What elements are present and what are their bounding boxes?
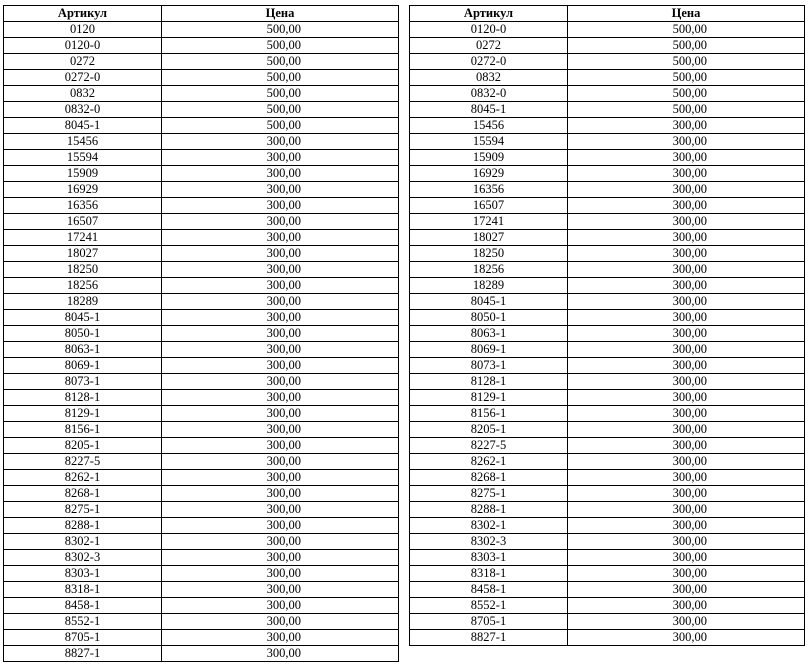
- price-cell: 500,00: [568, 86, 805, 102]
- table-row: [4, 614, 399, 630]
- price-cell: 300,00: [568, 198, 805, 214]
- article-cell: 8458-1: [4, 598, 162, 614]
- article-cell: 8063-1: [410, 326, 568, 342]
- table-row: [4, 134, 399, 150]
- article-cell: 8268-1: [410, 470, 568, 486]
- article-column-header: Артикул: [4, 6, 162, 22]
- article-cell: 18027: [410, 230, 568, 246]
- price-cell: 300,00: [568, 134, 805, 150]
- article-cell: 16507: [410, 198, 568, 214]
- article-cell: 8303-1: [4, 566, 162, 582]
- article-cell: 16356: [410, 182, 568, 198]
- article-cell: 8128-1: [4, 390, 162, 406]
- article-cell: 8303-1: [410, 550, 568, 566]
- article-cell: 8069-1: [4, 358, 162, 374]
- table-row: [410, 118, 805, 134]
- price-cell: 300,00: [568, 166, 805, 182]
- price-cell: 300,00: [568, 294, 805, 310]
- table-row: [4, 374, 399, 390]
- price-cell: 300,00: [568, 374, 805, 390]
- price-cell: 300,00: [568, 358, 805, 374]
- price-cell: 300,00: [162, 518, 399, 534]
- article-cell: 8156-1: [4, 422, 162, 438]
- table-row: [4, 646, 399, 662]
- table-row: [4, 294, 399, 310]
- price-cell: 300,00: [162, 214, 399, 230]
- table-row: [4, 342, 399, 358]
- table-row: [410, 598, 805, 614]
- article-cell: 8128-1: [410, 374, 568, 390]
- article-cell: 16929: [410, 166, 568, 182]
- price-cell: 300,00: [162, 438, 399, 454]
- table-row: [410, 278, 805, 294]
- table-row: [410, 70, 805, 86]
- article-cell: 17241: [4, 230, 162, 246]
- article-cell: 8063-1: [4, 342, 162, 358]
- table-row: [410, 518, 805, 534]
- price-cell: 300,00: [162, 358, 399, 374]
- table-row: [4, 454, 399, 470]
- table-row: [4, 150, 399, 166]
- article-cell: 18250: [410, 246, 568, 262]
- article-cell: 16356: [4, 198, 162, 214]
- table-row: [410, 374, 805, 390]
- price-cell: 300,00: [162, 598, 399, 614]
- table-row: [410, 294, 805, 310]
- article-cell: 15594: [4, 150, 162, 166]
- price-cell: 300,00: [568, 534, 805, 550]
- price-cell: 300,00: [568, 566, 805, 582]
- table-row: [410, 486, 805, 502]
- article-cell: 8045-1: [410, 102, 568, 118]
- price-cell: 300,00: [568, 486, 805, 502]
- article-cell: 8275-1: [4, 502, 162, 518]
- price-cell: 300,00: [162, 134, 399, 150]
- article-cell: 15594: [410, 134, 568, 150]
- table-row: [4, 630, 399, 646]
- price-cell: 300,00: [162, 566, 399, 582]
- table-row: [4, 214, 399, 230]
- price-cell: 300,00: [568, 230, 805, 246]
- table-row: [410, 470, 805, 486]
- price-cell: 300,00: [162, 390, 399, 406]
- table-row: [4, 422, 399, 438]
- table-row: [410, 166, 805, 182]
- table-row: [4, 502, 399, 518]
- article-cell: 8288-1: [4, 518, 162, 534]
- table-row: [4, 246, 399, 262]
- article-cell: 8073-1: [410, 358, 568, 374]
- article-cell: 16507: [4, 214, 162, 230]
- price-table-right: [409, 5, 805, 646]
- price-cell: 500,00: [568, 70, 805, 86]
- table-row: [410, 630, 805, 646]
- price-cell: 500,00: [162, 70, 399, 86]
- article-cell: 18256: [4, 278, 162, 294]
- table-row: [410, 150, 805, 166]
- table-row: [410, 550, 805, 566]
- price-cell: 300,00: [568, 630, 805, 646]
- article-cell: 17241: [410, 214, 568, 230]
- table-row: [410, 38, 805, 54]
- article-cell: 8045-1: [4, 118, 162, 134]
- table-row: [410, 566, 805, 582]
- price-cell: 300,00: [162, 646, 399, 662]
- price-cell: 500,00: [568, 38, 805, 54]
- article-cell: 0832: [4, 86, 162, 102]
- price-cell: 300,00: [568, 582, 805, 598]
- price-table-left: [3, 5, 399, 662]
- price-cell: 300,00: [568, 278, 805, 294]
- price-cell: 500,00: [162, 38, 399, 54]
- table-row: [4, 22, 399, 38]
- article-cell: 8318-1: [4, 582, 162, 598]
- table-row: [4, 166, 399, 182]
- price-cell: 300,00: [568, 326, 805, 342]
- table-row: [410, 102, 805, 118]
- table-row: [4, 86, 399, 102]
- article-cell: 8227-5: [410, 438, 568, 454]
- article-cell: 18289: [4, 294, 162, 310]
- price-column-header: Цена: [162, 6, 399, 22]
- table-row: [4, 262, 399, 278]
- table-row: [4, 438, 399, 454]
- price-cell: 300,00: [568, 438, 805, 454]
- table-row: [410, 422, 805, 438]
- article-cell: 8302-1: [4, 534, 162, 550]
- price-cell: 500,00: [162, 102, 399, 118]
- article-cell: 8705-1: [4, 630, 162, 646]
- price-cell: 300,00: [162, 310, 399, 326]
- article-cell: 0120-0: [4, 38, 162, 54]
- article-cell: 8045-1: [410, 294, 568, 310]
- price-cell: 300,00: [162, 342, 399, 358]
- table-row: [410, 438, 805, 454]
- price-cell: 300,00: [568, 182, 805, 198]
- article-cell: 18250: [4, 262, 162, 278]
- table-row: [4, 54, 399, 70]
- article-cell: 8073-1: [4, 374, 162, 390]
- table-row: [4, 310, 399, 326]
- table-row: [410, 326, 805, 342]
- article-cell: 8227-5: [4, 454, 162, 470]
- article-cell: 8205-1: [410, 422, 568, 438]
- table-row: [410, 54, 805, 70]
- table-row: [4, 582, 399, 598]
- table-row: [410, 22, 805, 38]
- price-cell: 500,00: [162, 22, 399, 38]
- article-cell: 0272: [410, 38, 568, 54]
- price-cell: 300,00: [568, 246, 805, 262]
- price-cell: 500,00: [568, 54, 805, 70]
- price-cell: 300,00: [162, 326, 399, 342]
- price-cell: 300,00: [162, 406, 399, 422]
- table-row: [4, 518, 399, 534]
- table-row: [4, 38, 399, 54]
- price-cell: 500,00: [568, 102, 805, 118]
- price-cell: 300,00: [568, 214, 805, 230]
- price-cell: 300,00: [568, 150, 805, 166]
- article-cell: 15456: [410, 118, 568, 134]
- price-cell: 300,00: [568, 470, 805, 486]
- table-row: [410, 262, 805, 278]
- price-cell: 300,00: [162, 486, 399, 502]
- price-cell: 300,00: [568, 390, 805, 406]
- article-cell: 8050-1: [4, 326, 162, 342]
- article-cell: 16929: [4, 182, 162, 198]
- article-cell: 8302-1: [410, 518, 568, 534]
- article-cell: 8302-3: [410, 534, 568, 550]
- article-cell: 15909: [410, 150, 568, 166]
- table-row: [4, 534, 399, 550]
- price-cell: 500,00: [162, 54, 399, 70]
- price-cell: 300,00: [162, 262, 399, 278]
- table-row: [4, 278, 399, 294]
- table-row: [410, 454, 805, 470]
- table-row: [4, 550, 399, 566]
- table-row: [4, 390, 399, 406]
- price-cell: 300,00: [568, 406, 805, 422]
- table-row: [4, 198, 399, 214]
- price-cell: 300,00: [568, 518, 805, 534]
- table-row: [410, 230, 805, 246]
- price-cell: 500,00: [162, 118, 399, 134]
- price-cell: 300,00: [162, 630, 399, 646]
- table-row: [410, 246, 805, 262]
- article-cell: 18256: [410, 262, 568, 278]
- table-row: [4, 406, 399, 422]
- article-cell: 8262-1: [410, 454, 568, 470]
- article-cell: 0120: [4, 22, 162, 38]
- price-cell: 300,00: [162, 422, 399, 438]
- article-column-header: Артикул: [410, 6, 568, 22]
- table-row: [410, 502, 805, 518]
- article-cell: 8129-1: [4, 406, 162, 422]
- table-row: [410, 358, 805, 374]
- header-row: [4, 6, 399, 22]
- article-cell: 0272-0: [4, 70, 162, 86]
- price-cell: 300,00: [568, 598, 805, 614]
- price-cell: 300,00: [162, 550, 399, 566]
- table-row: [410, 406, 805, 422]
- article-cell: 8458-1: [410, 582, 568, 598]
- table-row: [410, 198, 805, 214]
- table-row: [410, 214, 805, 230]
- price-cell: 300,00: [162, 374, 399, 390]
- price-column-header: Цена: [568, 6, 805, 22]
- article-cell: 18289: [410, 278, 568, 294]
- article-cell: 8552-1: [4, 614, 162, 630]
- price-cell: 500,00: [162, 86, 399, 102]
- article-cell: 8069-1: [410, 342, 568, 358]
- table-row: [410, 534, 805, 550]
- table-row: [410, 134, 805, 150]
- article-cell: 0120-0: [410, 22, 568, 38]
- price-cell: 300,00: [568, 614, 805, 630]
- article-cell: 15456: [4, 134, 162, 150]
- price-cell: 300,00: [162, 150, 399, 166]
- price-cell: 300,00: [162, 454, 399, 470]
- price-cell: 500,00: [568, 22, 805, 38]
- article-cell: 15909: [4, 166, 162, 182]
- table-row: [4, 486, 399, 502]
- article-cell: 0272: [4, 54, 162, 70]
- price-cell: 300,00: [162, 278, 399, 294]
- article-cell: 0832-0: [410, 86, 568, 102]
- article-cell: 8045-1: [4, 310, 162, 326]
- article-cell: 8827-1: [4, 646, 162, 662]
- price-cell: 300,00: [568, 422, 805, 438]
- header-row: [410, 6, 805, 22]
- table-row: [410, 614, 805, 630]
- article-cell: 8275-1: [410, 486, 568, 502]
- price-cell: 300,00: [568, 310, 805, 326]
- price-cell: 300,00: [162, 294, 399, 310]
- price-cell: 300,00: [162, 166, 399, 182]
- table-row: [4, 358, 399, 374]
- price-cell: 300,00: [162, 502, 399, 518]
- table-row: [4, 470, 399, 486]
- article-cell: 8268-1: [4, 486, 162, 502]
- table-row: [4, 598, 399, 614]
- article-cell: 0832-0: [4, 102, 162, 118]
- article-cell: 8705-1: [410, 614, 568, 630]
- table-row: [4, 566, 399, 582]
- price-cell: 300,00: [162, 470, 399, 486]
- article-cell: 0832: [410, 70, 568, 86]
- price-cell: 300,00: [162, 246, 399, 262]
- article-cell: 18027: [4, 246, 162, 262]
- price-cell: 300,00: [568, 118, 805, 134]
- article-cell: 8050-1: [410, 310, 568, 326]
- price-cell: 300,00: [568, 342, 805, 358]
- table-row: [410, 390, 805, 406]
- price-cell: 300,00: [568, 502, 805, 518]
- table-row: [410, 182, 805, 198]
- price-cell: 300,00: [162, 182, 399, 198]
- article-cell: 8302-3: [4, 550, 162, 566]
- table-row: [4, 70, 399, 86]
- table-row: [4, 182, 399, 198]
- price-cell: 300,00: [162, 230, 399, 246]
- table-row: [4, 102, 399, 118]
- article-cell: 8205-1: [4, 438, 162, 454]
- table-row: [410, 310, 805, 326]
- table-row: [4, 326, 399, 342]
- article-cell: 8129-1: [410, 390, 568, 406]
- price-cell: 300,00: [162, 198, 399, 214]
- article-cell: 8262-1: [4, 470, 162, 486]
- price-cell: 300,00: [568, 454, 805, 470]
- article-cell: 8288-1: [410, 502, 568, 518]
- table-row: [4, 118, 399, 134]
- article-cell: 8318-1: [410, 566, 568, 582]
- table-row: [410, 582, 805, 598]
- price-cell: 300,00: [162, 614, 399, 630]
- price-cell: 300,00: [162, 534, 399, 550]
- table-row: [4, 230, 399, 246]
- article-cell: 8156-1: [410, 406, 568, 422]
- price-cell: 300,00: [568, 550, 805, 566]
- article-cell: 8827-1: [410, 630, 568, 646]
- price-cell: 300,00: [568, 262, 805, 278]
- price-cell: 300,00: [162, 582, 399, 598]
- article-cell: 0272-0: [410, 54, 568, 70]
- table-row: [410, 342, 805, 358]
- article-cell: 8552-1: [410, 598, 568, 614]
- table-row: [410, 86, 805, 102]
